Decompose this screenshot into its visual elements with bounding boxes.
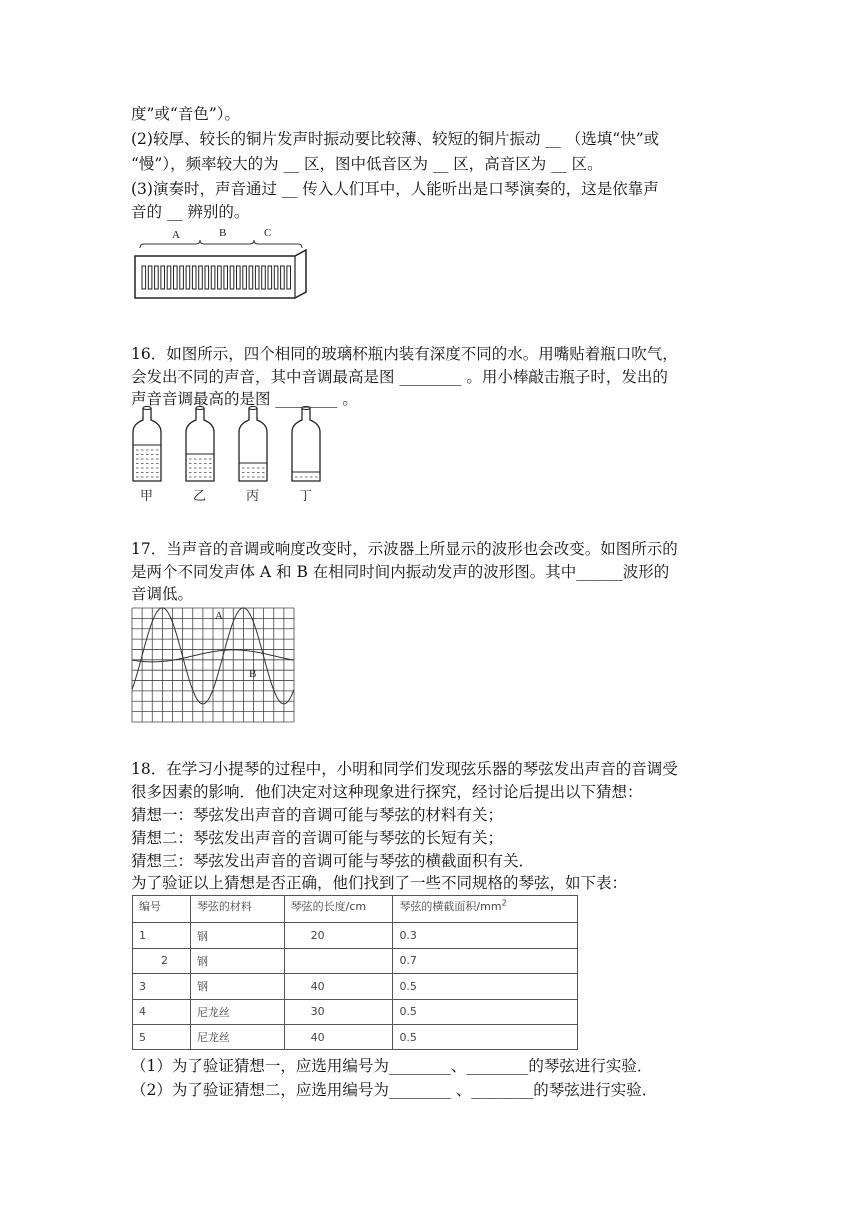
row1-number: 1 bbox=[133, 923, 191, 948]
bottles-figure bbox=[128, 404, 328, 504]
strings-table bbox=[132, 895, 578, 1050]
harmonica-figure bbox=[130, 224, 310, 304]
q18-line-1: 18．在学习小提琴的过程中，小明和同学们发现弦乐器的琴弦发出声音的音调受 bbox=[131, 760, 678, 778]
row1-length: 20 bbox=[284, 923, 393, 948]
row4-number: 4 bbox=[133, 999, 191, 1024]
bottle bbox=[239, 407, 267, 505]
row5-number: 5 bbox=[133, 1024, 191, 1049]
bottle-label: 甲 bbox=[140, 489, 154, 504]
q18-line-4: 猜想二：琴弦发出声音的音调可能与琴弦的长短有关； bbox=[131, 829, 504, 847]
table-row bbox=[133, 923, 578, 948]
table-row bbox=[133, 1024, 578, 1049]
table-row bbox=[133, 974, 578, 999]
q18-sub-question-1: （1）为了验证猜想一，应选用编号为________、________的琴弦进行实验． bbox=[131, 1057, 653, 1075]
wave-label-b: B bbox=[249, 668, 257, 680]
q18-line-2: 很多因素的影响．他们决定对这种现象进行探究，经讨论后提出以下猜想： bbox=[131, 783, 643, 801]
q17-line-1: 17．当声音的音调或响度改变时，示波器上所显示的波形也会改变。如图所示的 bbox=[131, 540, 678, 558]
bottle-label: 丙 bbox=[246, 489, 260, 504]
header-material: 琴弦的材料 bbox=[190, 896, 284, 923]
row5-material: 尼龙丝 bbox=[190, 1024, 284, 1049]
q15-line-4: 音的 __ 辨别的。 bbox=[131, 203, 250, 221]
row5-length: 40 bbox=[284, 1024, 393, 1049]
row3-length: 40 bbox=[284, 974, 393, 999]
header-number: 编号 bbox=[133, 896, 191, 923]
row4-length: 30 bbox=[284, 999, 393, 1024]
table-row bbox=[133, 999, 578, 1024]
row5-area: 0.5 bbox=[393, 1024, 578, 1049]
oscilloscope-figure bbox=[131, 607, 297, 725]
q18-line-6: 为了验证以上猜想是否正确，他们找到了一些不同规格的琴弦，如下表： bbox=[131, 874, 628, 892]
header-length: 琴弦的长度/cm bbox=[284, 896, 393, 923]
q16-line-3: 声音音调最高的是图 ________ 。 bbox=[131, 390, 358, 408]
row3-number: 3 bbox=[133, 974, 191, 999]
bottle bbox=[186, 407, 214, 505]
harmonica-label-b: B bbox=[219, 227, 227, 239]
q18-line-3: 猜想一：琴弦发出声音的音调可能与琴弦的材料有关； bbox=[131, 806, 504, 824]
bottle bbox=[292, 407, 320, 505]
row2-number: 2 bbox=[133, 948, 191, 973]
bottle bbox=[133, 407, 161, 505]
bottle-label: 乙 bbox=[193, 489, 207, 504]
q15-line-3: (3)演奏时，声音通过 __ 传入人们耳中，人能听出是口琴演奏的，这是依靠声 bbox=[131, 180, 659, 198]
table-row bbox=[133, 948, 578, 973]
bottle-label: 丁 bbox=[299, 489, 313, 504]
q15-line-0: 度”或“音色”）。 bbox=[131, 105, 241, 123]
harmonica-label-c: C bbox=[264, 227, 272, 239]
q17-line-2: 是两个不同发声体 A 和 B 在相同时间内振动发声的波形图。其中______波形的 bbox=[131, 563, 670, 581]
row2-area: 0.7 bbox=[393, 948, 578, 973]
q18-line-5: 猜想三：琴弦发出声音的音调可能与琴弦的横截面积有关． bbox=[131, 852, 535, 870]
q16-line-1: 16．如图所示，四个相同的玻璃杯瓶内装有深度不同的水。用嘴贴着瓶口吹气， bbox=[131, 345, 678, 363]
wave-label-a: A bbox=[215, 610, 223, 622]
row1-material: 钢 bbox=[190, 923, 284, 948]
row3-material: 钢 bbox=[190, 974, 284, 999]
q15-line-1: (2)较厚、较长的铜片发声时振动要比较薄、较短的铜片振动 __ （选填“快”或 bbox=[131, 130, 660, 148]
q17-line-3: 音调低。 bbox=[131, 585, 194, 603]
table-header-row bbox=[133, 896, 578, 923]
q16-line-2: 会发出不同的声音，其中音调最高是图 ________ 。用小棒敲击瓶子时，发出的 bbox=[131, 368, 668, 386]
row4-material: 尼龙丝 bbox=[190, 999, 284, 1024]
row2-length bbox=[284, 948, 393, 973]
row1-area: 0.3 bbox=[393, 923, 578, 948]
q18-sub-question-2: （2）为了验证猜想二，应选用编号为________ 、________的琴弦进行实验． bbox=[131, 1081, 658, 1099]
harmonica-label-a: A bbox=[172, 229, 180, 241]
header-area-text: 琴弦的横截面积/mm bbox=[399, 900, 502, 913]
row3-area: 0.5 bbox=[393, 974, 578, 999]
row4-area: 0.5 bbox=[393, 999, 578, 1024]
q15-line-2: “慢”），频率较大的为 __ 区，图中低音区为 __ 区，高音区为 __ 区。 bbox=[131, 155, 603, 173]
header-area-exponent: 2 bbox=[501, 898, 507, 908]
header-area bbox=[393, 896, 578, 923]
row2-material: 钢 bbox=[190, 948, 284, 973]
